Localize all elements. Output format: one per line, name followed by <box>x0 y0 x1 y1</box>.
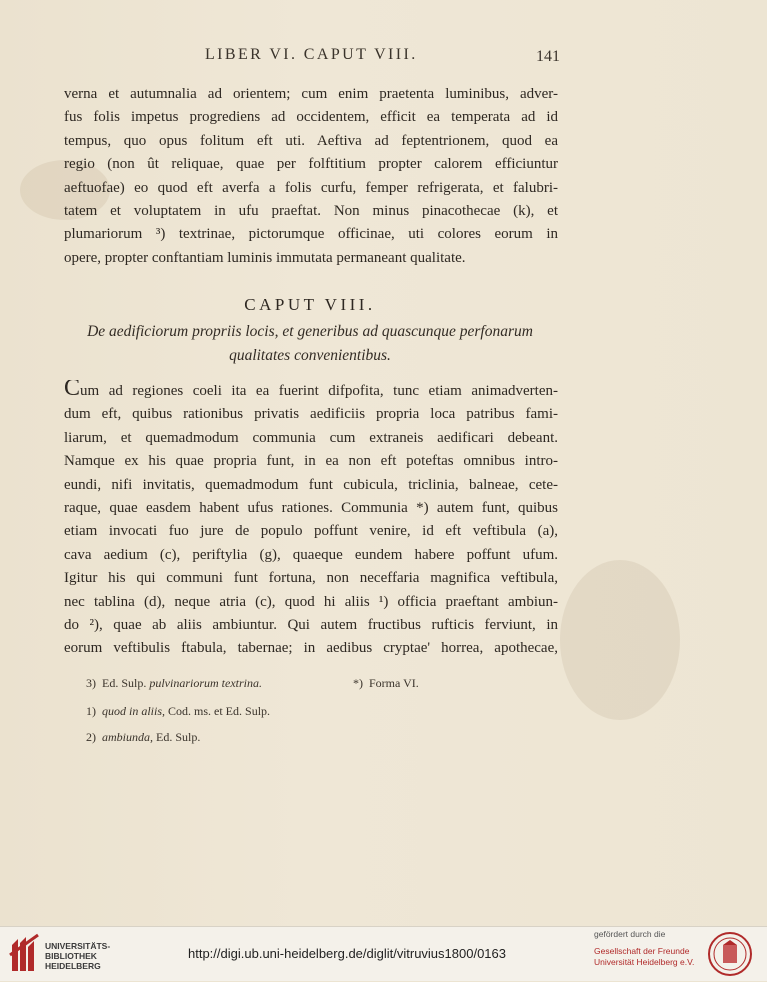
paper-stain <box>560 560 680 720</box>
initial-letter: C <box>64 380 81 401</box>
text-line: tatem et voluptatem in ufu praeftat. Non minus pinacothecae (k), et <box>64 202 558 219</box>
text-line: do ²), quae ab aliis ambiuntur. Qui autem fructibus rufticis ferviunt, in <box>64 616 558 633</box>
text-line: etiam invocati fuo jure de populo poffunt venire, id eft veftibula (a), <box>64 523 558 540</box>
chapter-subtitle-line: De aedificiorum propriis locis, et generibus ad quascunque perfonarum <box>87 323 533 340</box>
footnote-star <box>353 676 419 691</box>
footnote-2 <box>86 730 200 745</box>
library-name-line: BIBLIOTHEK <box>45 951 97 961</box>
text-line: nec tablina (d), neque atria (c), quod hi aliis ¹) officia praeftant ambiun- <box>64 593 558 610</box>
footnote-source: Cod. ms. et Ed. Sulp. <box>168 704 271 718</box>
chapter-subtitle <box>60 320 560 368</box>
university-seal-icon[interactable] <box>707 931 753 982</box>
sponsor-name: Universität Heidelberg e.V. <box>594 957 695 967</box>
text-line: eundi, nifi invitatis, quemadmodum funt cubicula, triclinia, balneae, cete- <box>64 476 558 493</box>
text-line: eorum veftibulis ftabula, tabernae; in aedibus cryptae' horrea, apothecae, <box>64 640 558 657</box>
running-head-title: LIBER VI. CAPUT VIII. <box>205 46 418 63</box>
text-line: opere, propter conftantiam luminis immutata permaneant qualitate. <box>64 249 466 266</box>
footnote-reading: pulvinariorum textrina. <box>149 676 263 690</box>
footnote-mark: *) <box>353 676 363 690</box>
library-name <box>45 941 110 971</box>
paragraph-1 <box>64 83 558 270</box>
sponsor-label: gefördert durch die <box>594 929 666 939</box>
text-line: dum eft, quibus rationibus privatis aedificiis propria loca patribus fami- <box>64 406 558 423</box>
footnote-mark: 3) <box>86 676 96 690</box>
text-line: cava aedium (c), periftylia (g), quaeque eundem habere poffunt ufum. <box>64 546 558 563</box>
text-line: Namque ex his quae propria funt, in ea non eft poteftas omnibus intro- <box>64 453 558 470</box>
chapter-subtitle-line: qualitates convenientibus. <box>229 347 391 364</box>
text-line: aeftuofae) eo quod eft averfa a folis curfu, femper refrigerata, et falubri- <box>64 179 558 196</box>
library-name-line: UNIVERSITÄTS- <box>45 941 111 951</box>
sponsor-name: Gesellschaft der Freunde <box>594 946 690 956</box>
text-line-rest: um ad regiones coeli ita ea fuerint difpofita, tunc etiam animadverten- <box>80 383 558 399</box>
permalink-url[interactable]: http://digi.ub.uni-heidelberg.de/diglit/vitruvius1800/0163 <box>188 946 506 961</box>
footnote-mark: 1) <box>86 704 96 718</box>
text-line: tempus, quo opus folitum eft uti. Aeftiva ad feptentrionem, quod ea <box>64 132 558 149</box>
text-line: fus folis impetus progrediens ad occidentem, efficit ea temperata ad id <box>64 109 558 126</box>
sponsor-credit <box>594 929 694 968</box>
footnote-source: Ed. Sulp. <box>102 676 147 690</box>
running-head <box>0 44 767 68</box>
footnote-text: Forma VI. <box>369 676 419 690</box>
paragraph-2 <box>64 380 558 661</box>
text-line: regio (non ût reliquae, quae per folftitium propter calorem efficiuntur <box>64 156 558 173</box>
text-line: plumariorum ³) textrinae, pictorumque officinae, uti colores eorum in <box>64 226 558 243</box>
footnote-mark: 2) <box>86 730 96 744</box>
chapter-title: CAPUT VIII. <box>244 295 376 314</box>
university-library-logo-icon[interactable] <box>8 933 40 978</box>
library-name-line: HEIDELBERG <box>45 961 101 971</box>
text-line: raque, quae easdem habent ufus rationes. Communia *) autem funt, quibus <box>64 499 558 516</box>
footnote-reading: quod in aliis, <box>102 704 166 718</box>
page-number: 141 <box>536 48 560 65</box>
text-line: verna et autumnalia ad orientem; cum enim praetenta luminibus, adver- <box>64 86 558 102</box>
text-line: liarum, et quemadmodum communia cum extraneis aedificari debeant. <box>64 429 558 446</box>
viewer-footer <box>0 926 767 981</box>
footnote-source: Ed. Sulp. <box>156 730 201 744</box>
footnote-3 <box>86 676 262 691</box>
footnote-1 <box>86 704 270 719</box>
text-line: Igitur his qui communi funt fortuna, non neceffaria magnifica veftibula, <box>64 570 558 587</box>
footnote-reading: ambiunda, <box>102 730 153 744</box>
text-line-first <box>64 380 558 403</box>
